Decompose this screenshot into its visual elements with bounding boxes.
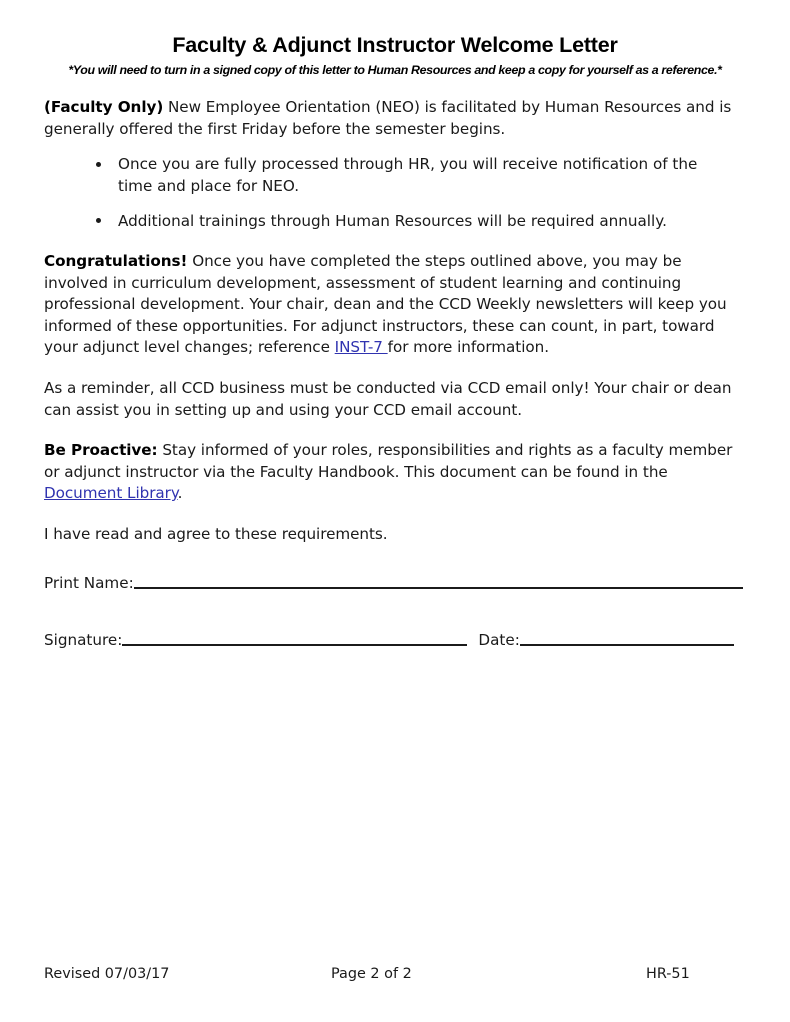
paragraph-lead-congratulations: Congratulations! [44, 252, 188, 271]
signature-input[interactable] [122, 644, 467, 646]
inst-7-link[interactable]: INST-7 [334, 338, 388, 357]
list-item-text: Additional trainings through Human Resources will be required annually. [118, 211, 667, 230]
footer-revised-date: Revised 07/03/17 [44, 966, 170, 982]
paragraph-text-reminder: As a reminder, all CCD business must be conducted via CCD email only! Your chair or dean can assist you in setting up and using your CCD email account. [44, 379, 732, 419]
date-label: Date: [478, 630, 520, 649]
footer-form-code: HR-51 [646, 966, 690, 982]
paragraph-congratulations [44, 251, 746, 359]
page-footer [44, 966, 746, 988]
print-name-row [44, 574, 746, 592]
paragraph-reminder [44, 378, 746, 421]
page-title: Faculty & Adjunct Instructor Welcome Letter [172, 33, 618, 57]
list-item [96, 154, 718, 197]
bullet-dot-icon [96, 218, 101, 223]
paragraph-text-be-proactive-after-link: . [177, 484, 183, 503]
date-input[interactable] [520, 644, 734, 646]
paragraph-lead-faculty-only: (Faculty Only) [44, 98, 164, 117]
paragraph-text-faculty-only: New Employee Orientation (NEO) is facilitated by Human Resources and is generally offered the first Friday before the semester begins. [44, 98, 732, 138]
document-body [44, 0, 746, 649]
paragraph-text-agreement: I have read and agree to these requirements. [44, 524, 388, 543]
paragraph-agreement [44, 524, 746, 546]
print-name-input[interactable] [134, 587, 743, 589]
signature-block [44, 574, 746, 649]
list-item [96, 211, 718, 233]
bullet-list [44, 154, 746, 232]
bullet-dot-icon [96, 162, 101, 167]
paragraph-text-be-proactive-before-link: Stay informed of your roles, responsibilities and rights as a faculty member or adjunct instructor via the Faculty Handbook. This document can be found in the [44, 441, 733, 481]
list-item-text: Once you are fully processed through HR, you will receive notification of the time and place for NEO. [118, 155, 698, 196]
paragraph-lead-be-proactive: Be Proactive: [44, 441, 158, 460]
print-name-label: Print Name: [44, 573, 134, 592]
paragraph-faculty-only [44, 97, 746, 140]
footer-page-number: Page 2 of 2 [331, 966, 412, 982]
paragraph-text-congratulations-before-link: Once you have completed the steps outlined above, you may be involved in curriculum development, assessment of student learning and continuing professional development. Your chair, dean and the CCD Weekly newsletters will keep you informed of these opportunities. For adjunct instructors, these can count, in part, toward your adjunct level changes; reference [44, 252, 727, 357]
document-library-link[interactable]: Document Library [44, 484, 178, 503]
paragraph-text-congratulations-after-link: for more information. [387, 338, 549, 357]
document-subtitle: *You will need to turn in a signed copy of this letter to Human Resources and keep a copy for yourself as a reference.* [68, 62, 722, 77]
signature-label: Signature: [44, 630, 123, 649]
paragraph-be-proactive [44, 440, 746, 505]
signature-date-row [44, 631, 746, 649]
